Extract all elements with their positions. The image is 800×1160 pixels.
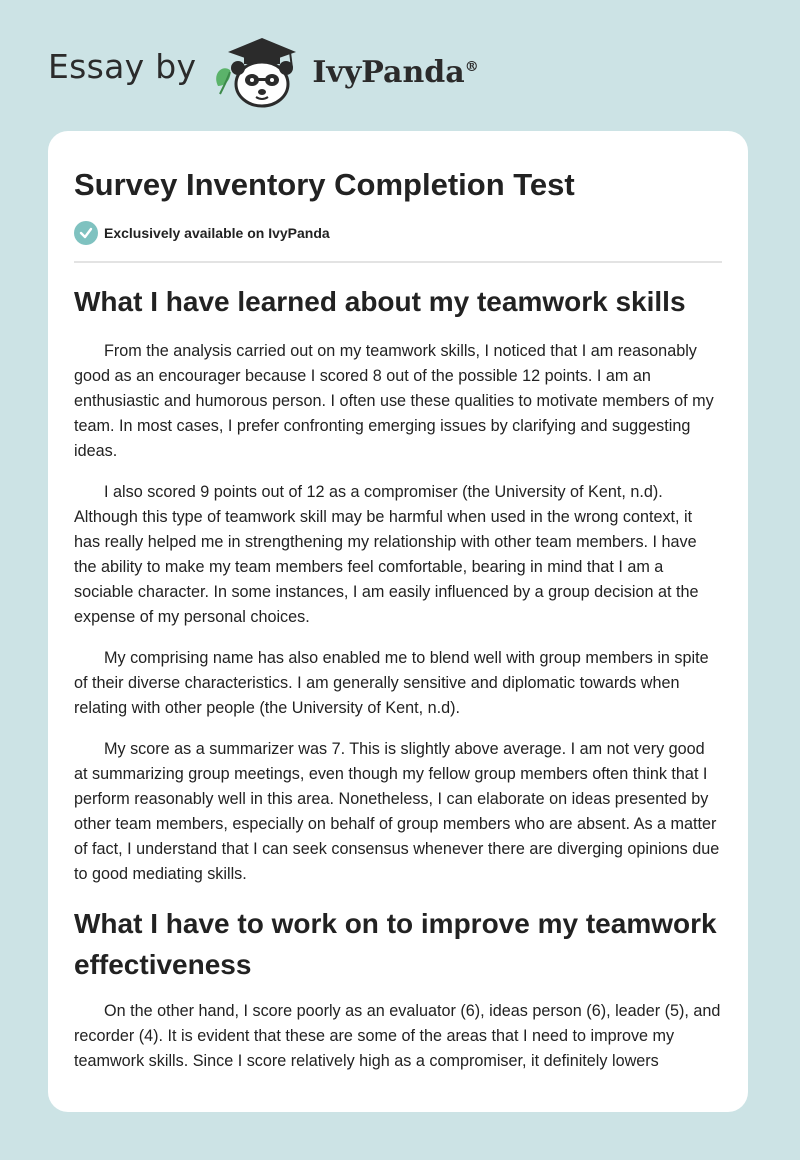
- page-title: Survey Inventory Completion Test: [74, 167, 575, 202]
- paragraph: From the analysis carried out on my teamwork skills, I noticed that I am reasonably good as an encourager because I scored 8 out of the possible 12 points. I am an enthusiastic and humorous person. I often use these qualities to motivate members of my team. In most cases, I prefer confronting emerging issues by clarifying and suggesting ideas.: [74, 342, 714, 460]
- divider: [74, 261, 722, 263]
- essay-body: [74, 281, 722, 1090]
- exclusive-badge: [74, 221, 330, 245]
- brand-name: IvyPanda®: [312, 54, 479, 90]
- paragraph: On the other hand, I score poorly as an evaluator (6), ideas person (6), leader (5), and recorder (4). It is evident that these are some of the areas that I need to improve my teamwork skills. Since I score relatively high as a compromiser, it definitely lowers: [74, 1002, 721, 1070]
- registered-mark: ®: [464, 58, 479, 75]
- paragraph: My comprising name has also enabled me to blend well with group members in spite of their diverse characteristics. I am generally sensitive and diplomatic towards when relating with other people (the University of Kent, n.d).: [74, 649, 709, 717]
- paragraph: My score as a summarizer was 7. This is slightly above average. I am not very good at summarizing group meetings, even though my fellow group members often think that I perform reasonably well in this area. Nonetheless, I can elaborate on ideas presented by other team members, especially on behalf of group members who are absent. As a matter of fact, I understand that I can seek consensus whenever there are diverging opinions due to good mediating skills.: [74, 740, 720, 883]
- brand-prefix: Essay by: [48, 46, 197, 86]
- section-heading: What I have learned about my teamwork skills: [74, 286, 686, 317]
- section-heading: What I have to work on to improve my teamwork effectiveness: [74, 908, 717, 980]
- essay-card: [48, 131, 748, 1112]
- panda-graduate-icon: [210, 34, 306, 110]
- check-icon: [74, 221, 98, 245]
- paragraph: I also scored 9 points out of 12 as a compromiser (the University of Kent, n.d). Although this type of teamwork skill may be harmful when used in the wrong context, it has really helped me in strengthening my relationship with other team members. I have the ability to make my team members feel comfortable, bearing in mind that I am a sociable character. In some instances, I am easily influenced by a group decision at the expense of my personal choices.: [74, 483, 699, 626]
- brand-header[interactable]: [48, 34, 479, 110]
- badge-text: Exclusively available on IvyPanda: [104, 225, 330, 241]
